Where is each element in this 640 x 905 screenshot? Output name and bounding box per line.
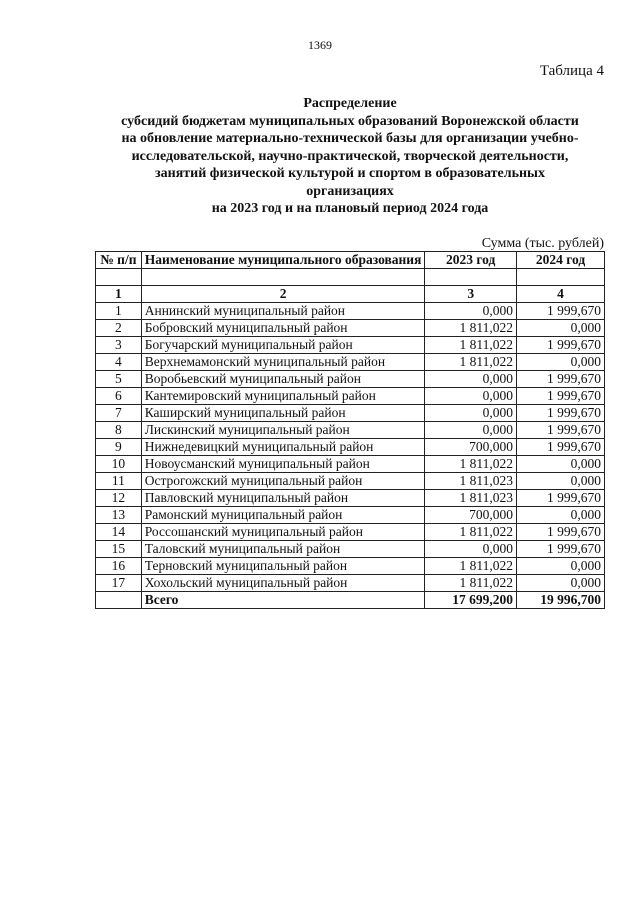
total-row: [96, 592, 605, 609]
row-number: 4: [96, 354, 142, 371]
table-row: [96, 575, 605, 592]
value-2023: 1 811,023: [425, 473, 517, 490]
table-row: [96, 541, 605, 558]
column-number: 3: [425, 286, 517, 303]
table-row: [96, 507, 605, 524]
row-number: 12: [96, 490, 142, 507]
value-2024: 1 999,670: [517, 371, 605, 388]
value-2023: 0,000: [425, 303, 517, 320]
value-2024: 1 999,670: [517, 303, 605, 320]
title-line: на обновление материально-технической базы для организации учебно-: [121, 131, 579, 146]
value-2023: 1 811,022: [425, 456, 517, 473]
value-2024: 1 999,670: [517, 405, 605, 422]
row-number: 13: [96, 507, 142, 524]
value-2024: 1 999,670: [517, 524, 605, 541]
row-number: 10: [96, 456, 142, 473]
page-number: 1369: [308, 38, 332, 52]
row-number: 11: [96, 473, 142, 490]
total-empty-cell: [96, 592, 142, 609]
title-line: Распределение: [303, 96, 397, 111]
value-2023: 1 811,022: [425, 524, 517, 541]
header-name: Наименование муниципального образования: [141, 252, 425, 269]
value-2024: 1 999,670: [517, 541, 605, 558]
value-2023: 1 811,022: [425, 354, 517, 371]
value-2024: 0,000: [517, 320, 605, 337]
title-line: исследовательской, научно-практической, творческой деятельности,: [131, 148, 569, 164]
row-number: 7: [96, 405, 142, 422]
value-2024: 1 999,670: [517, 422, 605, 439]
title-line: занятий физической культурой и спортом в образовательных: [155, 166, 545, 181]
value-2024: 0,000: [517, 558, 605, 575]
table-row: [96, 320, 605, 337]
value-2023: 1 811,022: [425, 320, 517, 337]
row-number: 15: [96, 541, 142, 558]
row-number: 16: [96, 558, 142, 575]
value-2024: 1 999,670: [517, 490, 605, 507]
row-number: 8: [96, 422, 142, 439]
total-label: Всего: [141, 592, 425, 609]
row-number: 2: [96, 320, 142, 337]
value-2023: 700,000: [425, 507, 517, 524]
row-number: 5: [96, 371, 142, 388]
value-2023: 0,000: [425, 541, 517, 558]
value-2023: 700,000: [425, 439, 517, 456]
value-2023: 1 811,022: [425, 337, 517, 354]
table-row: [96, 388, 605, 405]
value-2024: 1 999,670: [517, 337, 605, 354]
header-num: № п/п: [96, 252, 142, 269]
table-row: [96, 422, 605, 439]
subsidy-table: [95, 251, 605, 609]
district-name: Верхнемамонский муниципальный район: [141, 354, 425, 371]
value-2024: 1 999,670: [517, 388, 605, 405]
district-name: Каширский муниципальный район: [141, 405, 425, 422]
value-2024: 0,000: [517, 575, 605, 592]
title-line: субсидий бюджетам муниципальных образований Воронежской области: [121, 113, 579, 129]
value-2024: 1 999,670: [517, 439, 605, 456]
header-2024: 2024 год: [517, 252, 605, 269]
column-number: 4: [517, 286, 605, 303]
value-2024: 0,000: [517, 473, 605, 490]
table-row: [96, 371, 605, 388]
table-row: [96, 439, 605, 456]
district-name: Острогожский муниципальный район: [141, 473, 425, 490]
district-name: Россошанский муниципальный район: [141, 524, 425, 541]
district-name: Нижнедевицкий муниципальный район: [141, 439, 425, 456]
district-name: Богучарский муниципальный район: [141, 337, 425, 354]
table-row: [96, 354, 605, 371]
document-title: [100, 95, 600, 218]
row-number: 14: [96, 524, 142, 541]
district-name: Павловский муниципальный район: [141, 490, 425, 507]
header-spacer: [96, 269, 605, 286]
district-name: Новоусманский муниципальный район: [141, 456, 425, 473]
value-2023: 0,000: [425, 422, 517, 439]
table-row: [96, 337, 605, 354]
district-name: Бобровский муниципальный район: [141, 320, 425, 337]
column-number: 2: [141, 286, 425, 303]
title-line: на 2023 год и на плановый период 2024 года: [211, 201, 489, 216]
value-2024: 0,000: [517, 507, 605, 524]
table-row: [96, 473, 605, 490]
value-2024: 0,000: [517, 456, 605, 473]
table-header-row: [96, 252, 605, 269]
table-row: [96, 405, 605, 422]
row-number: 17: [96, 575, 142, 592]
district-name: Терновский муниципальный район: [141, 558, 425, 575]
district-name: Таловский муниципальный район: [141, 541, 425, 558]
district-name: Хохольский муниципальный район: [141, 575, 425, 592]
row-number: 6: [96, 388, 142, 405]
table-row: [96, 490, 605, 507]
row-number: 3: [96, 337, 142, 354]
value-2023: 0,000: [425, 388, 517, 405]
district-name: Лискинский муниципальный район: [141, 422, 425, 439]
header-2023: 2023 год: [425, 252, 517, 269]
value-2023: 1 811,022: [425, 558, 517, 575]
district-name: Рамонский муниципальный район: [141, 507, 425, 524]
table-row: [96, 524, 605, 541]
district-name: Аннинский муниципальный район: [141, 303, 425, 320]
total-2024: 19 996,700: [517, 592, 605, 609]
value-2023: 0,000: [425, 371, 517, 388]
value-2023: 1 811,022: [425, 575, 517, 592]
units-note: Сумма (тыс. рублей): [481, 236, 604, 251]
column-number-row: [96, 286, 605, 303]
value-2023: 0,000: [425, 405, 517, 422]
row-number: 9: [96, 439, 142, 456]
total-2023: 17 699,200: [425, 592, 517, 609]
column-number: 1: [96, 286, 142, 303]
title-line: организациях: [306, 183, 394, 199]
value-2024: 0,000: [517, 354, 605, 371]
table-row: [96, 456, 605, 473]
table-label: Таблица 4: [539, 63, 604, 79]
row-number: 1: [96, 303, 142, 320]
table-row: [96, 303, 605, 320]
district-name: Воробьевский муниципальный район: [141, 371, 425, 388]
value-2023: 1 811,023: [425, 490, 517, 507]
table-row: [96, 558, 605, 575]
district-name: Кантемировский муниципальный район: [141, 388, 425, 405]
